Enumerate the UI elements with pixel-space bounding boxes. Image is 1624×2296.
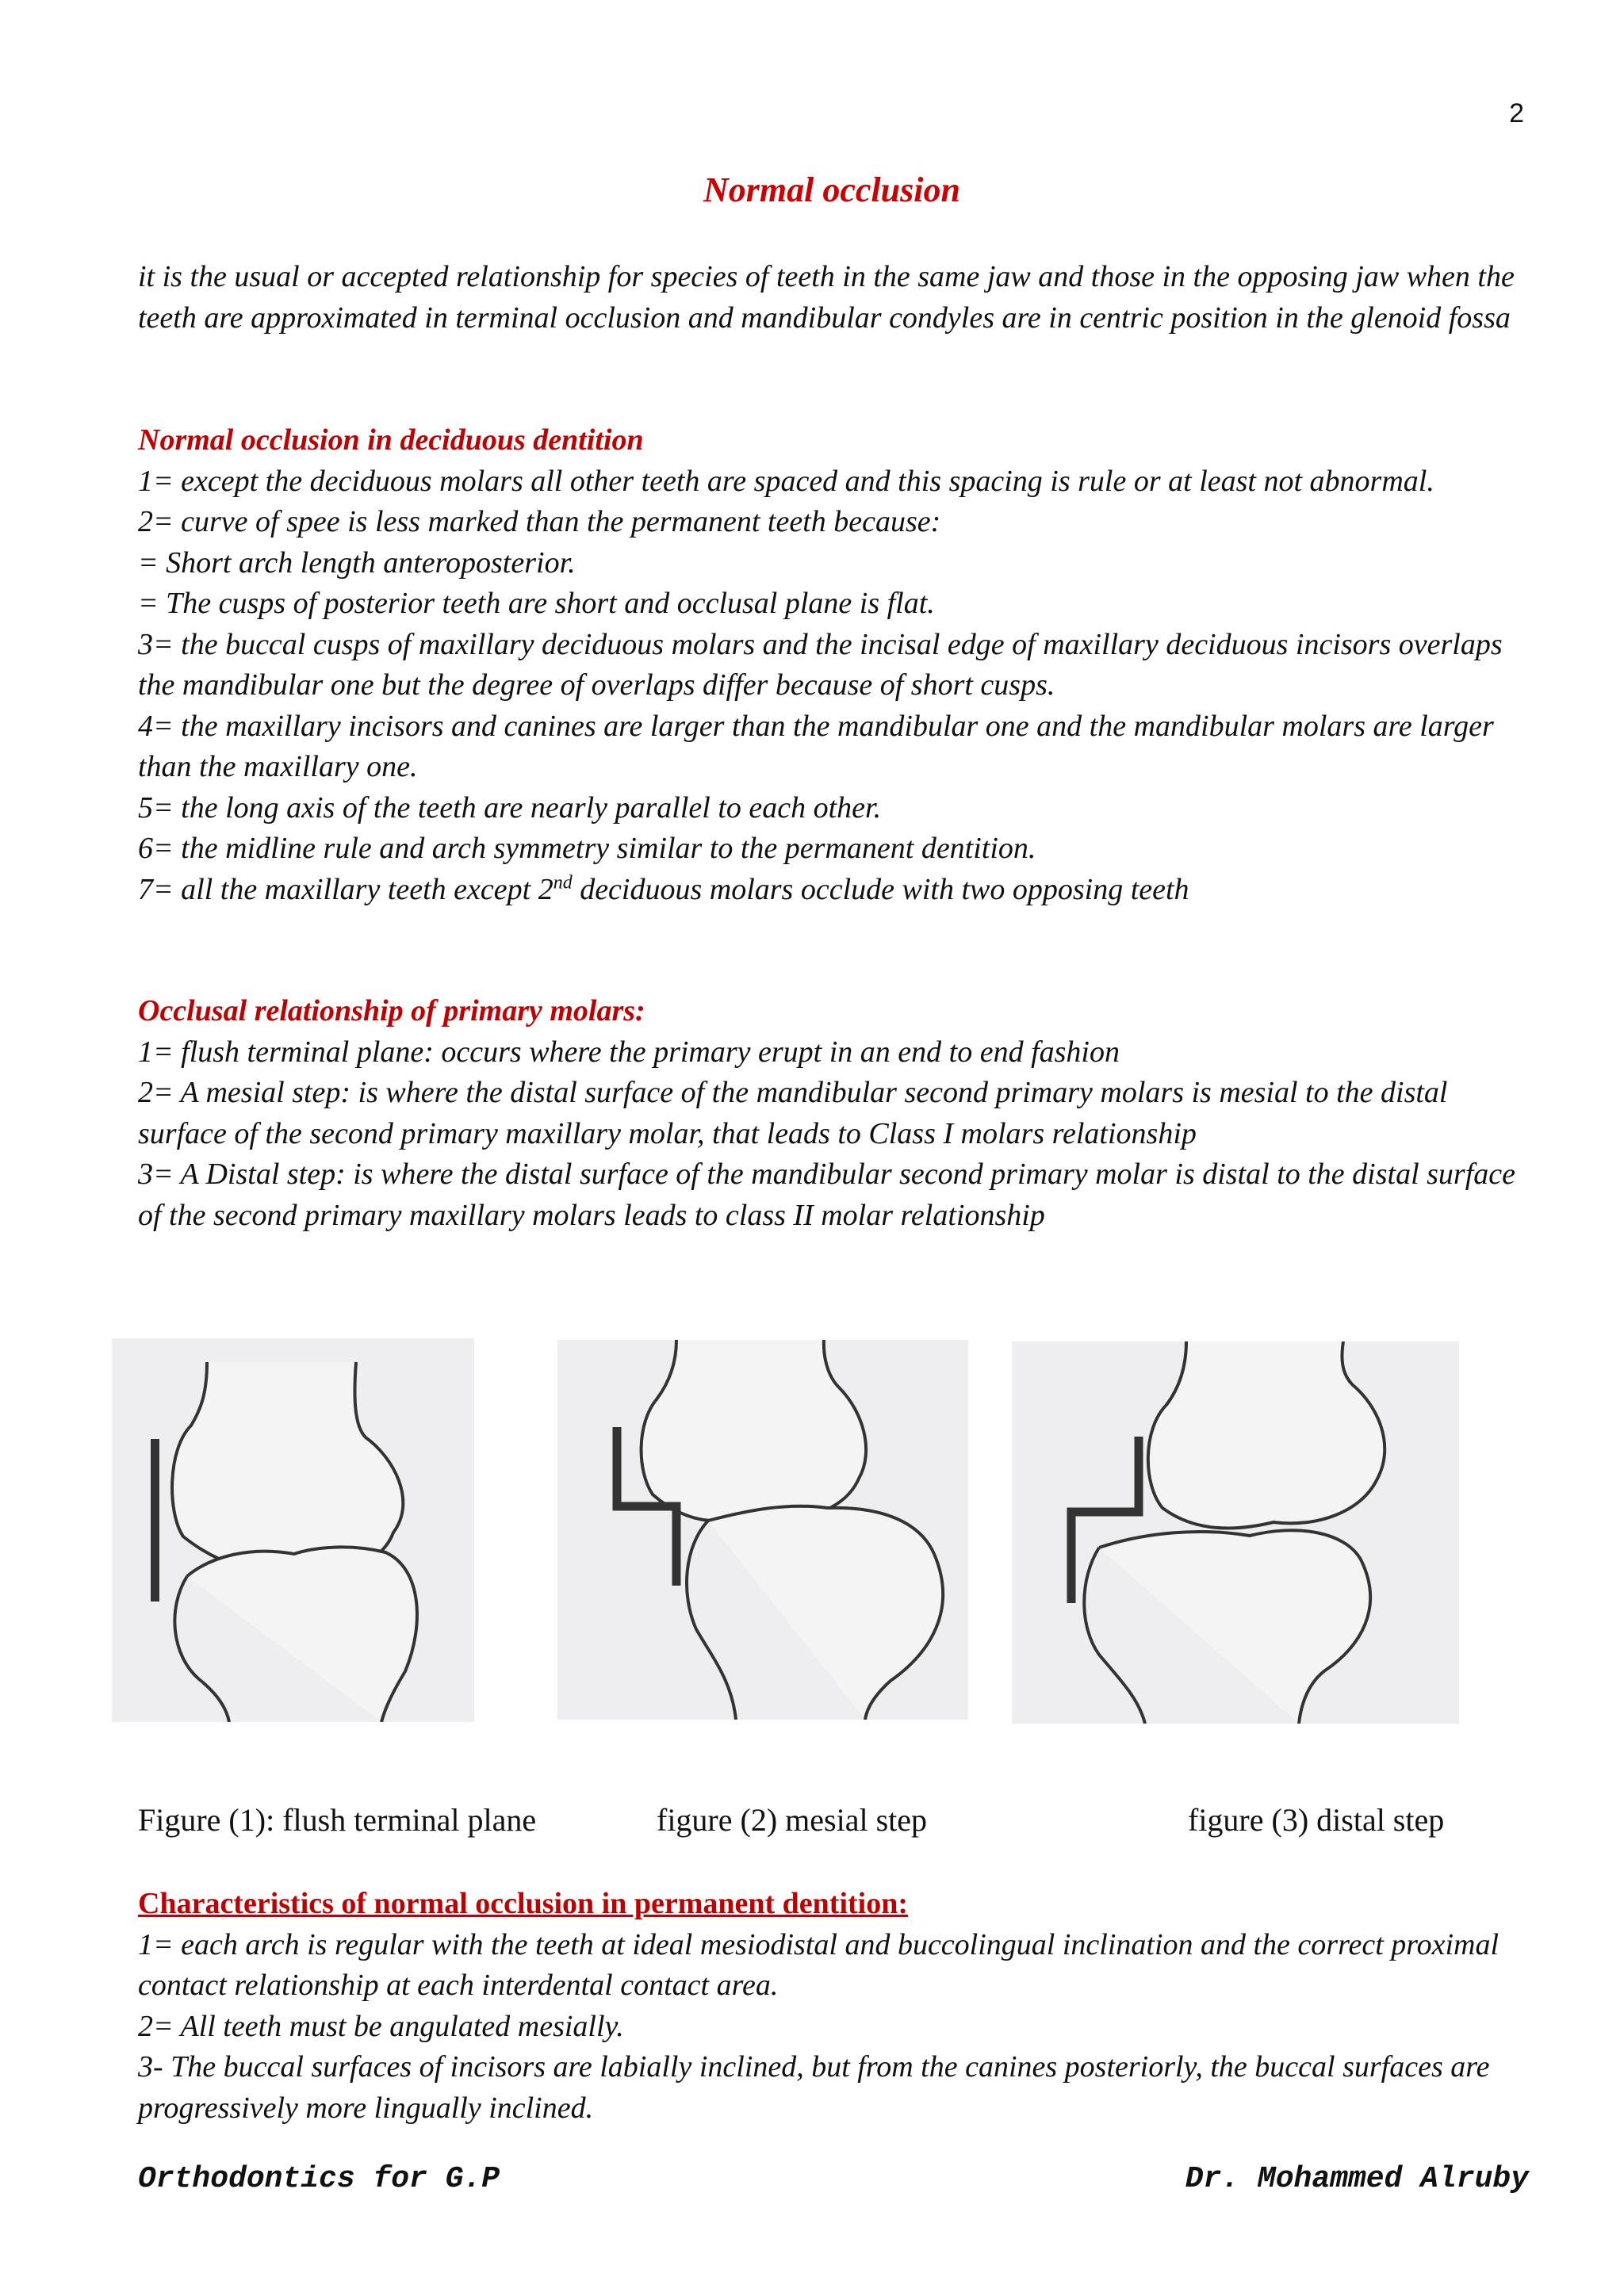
- primary-molars-heading: Occlusal relationship of primary molars:: [138, 994, 645, 1027]
- deciduous-line-1: 1= except the deciduous molars all other teeth are spaced and this spacing is rule or at least not abnormal.: [138, 464, 1434, 498]
- figure-3-caption: figure (3) distal step: [1188, 1802, 1445, 1838]
- line-9-superscript: nd: [553, 871, 573, 893]
- permanent-line-1: 1= each arch is regular with the teeth at ideal mesiodistal and buccolingual inclination and the correct proximal contact relationship at each interdental contact area.: [138, 1927, 1500, 2002]
- permanent-line-3: 3- The buccal surfaces of incisors are labially inclined, but from the canines posteriorly, the buccal surfaces are progressively more lingually inclined.: [138, 2050, 1490, 2125]
- intro-text: it is the usual or accepted relationship for species of teeth in the same jaw and those in the opposing jaw when the teeth are approximated in terminal occlusion and mandibular condyles are in centric position in the glenoid fossa: [138, 260, 1515, 335]
- deciduous-line-3: = Short arch length anteroposterior.: [138, 545, 576, 580]
- primary-molars-line-1: 1= flush terminal plane: occurs where the primary erupt in an end to end fashion: [138, 1035, 1120, 1069]
- deciduous-line-6: 4= the maxillary incisors and canines are larger than the mandibular one and the mandibular molars are larger than the maxillary one.: [138, 709, 1494, 783]
- deciduous-heading: Normal occlusion in deciduous dentition: [138, 423, 644, 457]
- deciduous-line-5: 3= the buccal cusps of maxillary deciduous molars and the incisal edge of maxillary deciduous incisors overlaps the mandibular one but the degree of overlaps differ because of short cusps.: [138, 627, 1503, 702]
- mesial-step-drawing: [557, 1340, 968, 1720]
- permanent-heading: Characteristics of normal occlusion in permanent dentition:: [138, 1887, 909, 1920]
- deciduous-section: [138, 420, 1526, 910]
- deciduous-line-2: 2= curve of spee is less marked than the permanent teeth because:: [138, 505, 941, 538]
- figure-1-caption: Figure (1): flush terminal plane: [138, 1802, 537, 1838]
- distal-step-drawing: [1012, 1341, 1459, 1724]
- line-9-text-b: deciduous molars occlude with two opposing teeth: [572, 872, 1189, 906]
- permanent-line-2: 2= All teeth must be angulated mesially.: [138, 2009, 624, 2043]
- primary-molars-line-3: 3= A Distal step: is where the distal surface of the mandibular second primary molar is distal to the distal surface of the second primary maxillary molars leads to class II molar relationship: [138, 1158, 1515, 1232]
- deciduous-line-8: 6= the midline rule and arch symmetry similar to the permanent dentition.: [138, 832, 1036, 865]
- footer-right: Dr. Mohammed Alruby: [1185, 2162, 1529, 2196]
- intro-paragraph: [138, 257, 1526, 339]
- deciduous-line-4: = The cusps of posterior teeth are short and occlusal plane is flat.: [138, 587, 935, 620]
- line-9-text-a: 7= all the maxillary teeth except 2: [138, 872, 553, 906]
- permanent-section: [138, 1884, 1526, 2129]
- deciduous-line-7: 5= the long axis of the teeth are nearly parallel to each other.: [138, 790, 882, 825]
- page-title: Normal occlusion: [703, 170, 960, 209]
- primary-molars-line-2: 2= A mesial step: is where the distal surface of the mandibular second primary molars is mesial to the distal surface of the second primary maxillary molar, that leads to Class I molars relationship: [138, 1076, 1448, 1150]
- primary-molars-section: [138, 991, 1526, 1236]
- flush-terminal-plane-drawing: [112, 1338, 474, 1722]
- figure-2-caption: figure (2) mesial step: [657, 1802, 927, 1838]
- page-number: 2: [1509, 98, 1524, 128]
- footer-left: Orthodontics for G.P: [138, 2162, 500, 2196]
- deciduous-line-9: [138, 870, 1526, 911]
